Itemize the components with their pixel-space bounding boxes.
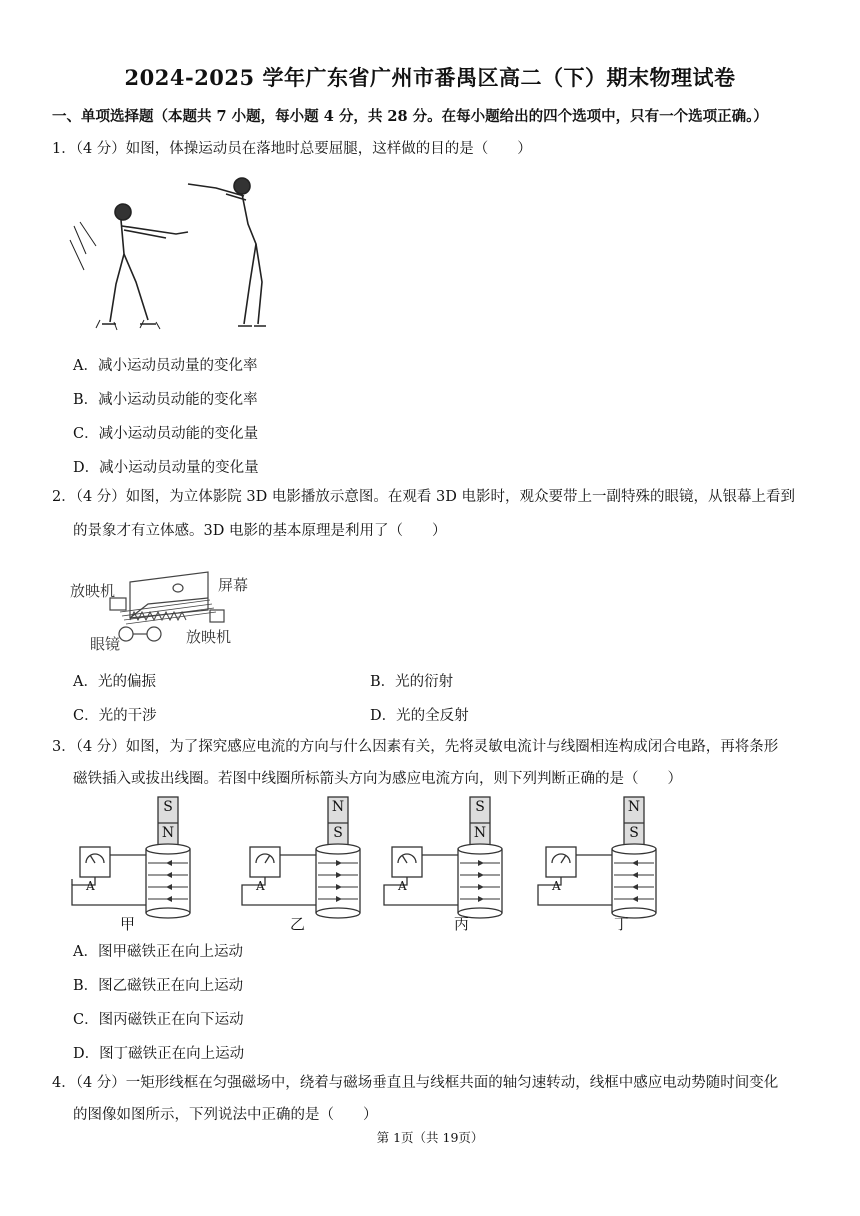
- magnet-bottom-pole: N: [473, 825, 487, 841]
- figure-caption: 乙: [290, 915, 306, 933]
- q1-option-a[interactable]: A．减小运动员动量的变化率: [73, 358, 258, 374]
- meter-label: A: [552, 879, 561, 893]
- label-projector-right: 放映机: [186, 628, 232, 646]
- question-2-stem-line1: 2．（4 分）如图，为立体影院 3D 电影播放示意图。在观看 3D 电影时，观众要带上一副特殊的眼镜，从银幕上看到: [52, 489, 795, 505]
- coil-figure-jia: [66, 795, 216, 939]
- q1-option-c[interactable]: C．减小运动员动能的变化量: [73, 426, 259, 442]
- magnet-top-pole: S: [475, 799, 485, 815]
- meter-label: A: [256, 879, 265, 893]
- q3-option-b[interactable]: B．图乙磁铁正在向上运动: [73, 978, 244, 994]
- q2-option-d[interactable]: D．光的全反射: [370, 708, 469, 724]
- question-2-stem-line2: 的景象才有立体感。3D 电影的基本原理是利用了（ ）: [73, 523, 447, 539]
- section-heading: 一、单项选择题（本题共 7 小题，每小题 4 分，共 28 分。在每小题给出的四个选项中，只有一个选项正确。）: [52, 108, 768, 125]
- q2-option-a[interactable]: A．光的偏振: [73, 674, 156, 690]
- label-projector-left: 放映机: [70, 582, 116, 600]
- question-4-stem-line2: 的图像如图所示，下列说法中正确的是（ ）: [73, 1107, 378, 1123]
- label-screen: 屏幕: [218, 576, 249, 594]
- magnet-bottom-pole: S: [629, 825, 639, 841]
- figure-caption: 丁: [614, 915, 630, 933]
- q3-option-a[interactable]: A．图甲磁铁正在向上运动: [73, 944, 243, 960]
- magnet-bottom-pole: S: [333, 825, 343, 841]
- meter-label: A: [86, 879, 95, 893]
- induction-figures: [66, 795, 686, 935]
- coil-figure-yi: [236, 795, 386, 939]
- q1-option-b[interactable]: B．减小运动员动能的变化率: [73, 392, 258, 408]
- cinema-3d-figure: [70, 560, 260, 660]
- magnet-top-pole: N: [331, 799, 345, 815]
- page-footer: 第 1页（共 19页）: [376, 1130, 484, 1145]
- q2-option-b[interactable]: B．光的衍射: [370, 674, 454, 690]
- magnet-bottom-pole: N: [161, 825, 175, 841]
- coil-figure-ding: [532, 795, 682, 939]
- q2-option-c[interactable]: C．光的干涉: [73, 708, 157, 724]
- magnet-top-pole: S: [163, 799, 173, 815]
- label-glasses: 眼镜: [90, 635, 121, 653]
- question-3-stem-line2: 磁铁插入或拔出线圈。若图中线圈所标箭头方向为感应电流方向，则下列判断正确的是（ ）: [73, 771, 682, 787]
- page-title: 2024-2025 学年广东省广州市番禺区高二（下）期末物理试卷: [124, 65, 736, 90]
- question-1-stem: 1．（4 分）如图，体操运动员在落地时总要屈腿，这样做的目的是（ ）: [52, 141, 532, 157]
- q1-option-d[interactable]: D．减小运动员动量的变化量: [73, 460, 259, 476]
- magnet-top-pole: N: [627, 799, 641, 815]
- q3-option-d[interactable]: D．图丁磁铁正在向上运动: [73, 1046, 245, 1062]
- question-4-stem-line1: 4．（4 分）一矩形线框在匀强磁场中，绕着与磁场垂直且与线框共面的轴匀速转动，线框中感应电动势随时间变化: [52, 1075, 779, 1091]
- question-3-stem-line1: 3．（4 分）如图，为了探究感应电流的方向与什么因素有关，先将灵敏电流计与线圈相连构成闭合电路，再将条形: [52, 739, 779, 755]
- coil-figure-bing: [378, 795, 528, 939]
- figure-caption: 丙: [454, 915, 470, 933]
- figure-caption: 甲: [120, 915, 136, 933]
- gymnast-figure: [66, 174, 276, 340]
- q3-option-c[interactable]: C．图丙磁铁正在向下运动: [73, 1012, 244, 1028]
- meter-label: A: [398, 879, 407, 893]
